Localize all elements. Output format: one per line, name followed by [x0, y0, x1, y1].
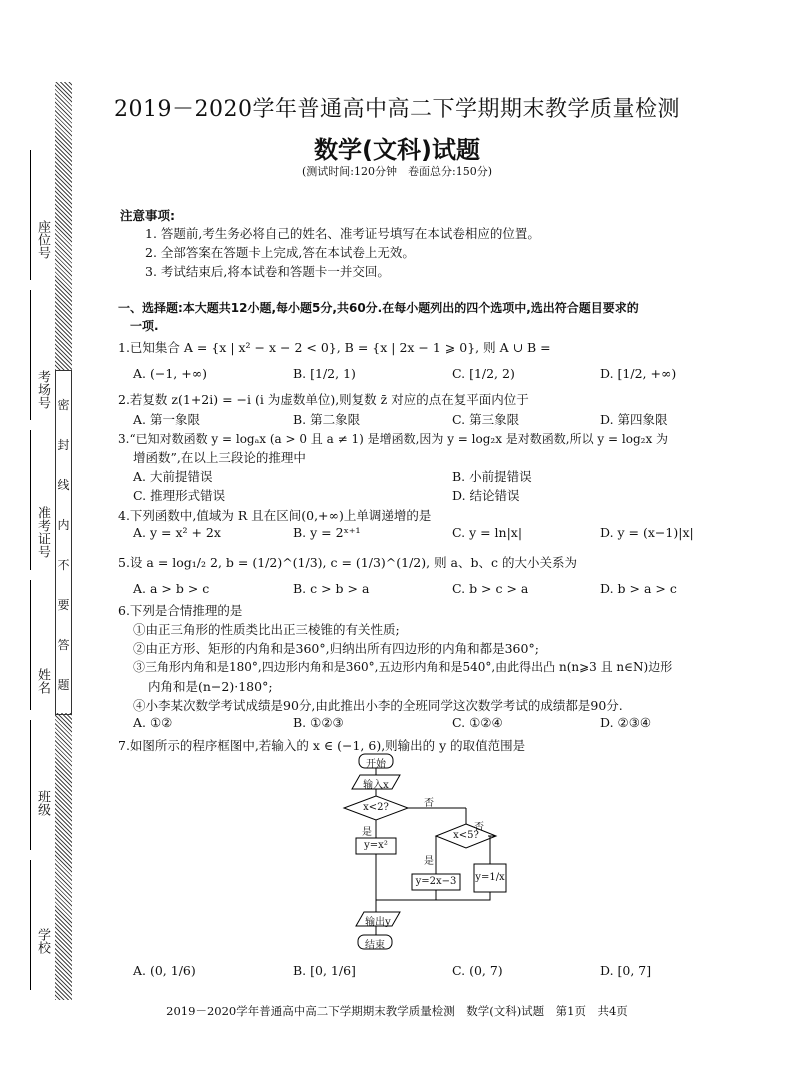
flow-output: 输出y [365, 917, 391, 928]
page-title: 2019－2020学年普通高中高二下学期期末教学质量检测 [114, 97, 680, 122]
question-4-stem: 4.下列函数中,值域为 R 且在区间(0,+∞)上单调递增的是 [118, 508, 432, 523]
flow-no-label-2: 否 [474, 822, 484, 833]
notice-item: 3. 考试结束后,将本试卷和答题卡一并交回。 [145, 264, 390, 279]
notice-item: 2. 全部答案在答题卡上完成,答在本试卷上无效。 [145, 245, 415, 260]
q5-option-d: D. b > a > c [600, 581, 677, 596]
side-field-name[interactable]: 姓名 [30, 580, 31, 710]
flow-box1: y=x² [364, 840, 388, 851]
q6-option-c: C. ①②④ [452, 715, 503, 730]
q2-option-b: B. 第二象限 [293, 412, 361, 427]
flow-box2: y=2x−3 [415, 876, 457, 887]
side-field-class[interactable]: 班级 [30, 720, 31, 850]
q6-statement: ④小李某次数学考试成绩是90分,由此推出小李的全班同学这次数学考试的成绩都是90分. [133, 698, 623, 713]
q6-statement: ①由正三角形的性质类比出正三棱锥的有关性质; [133, 622, 400, 637]
flow-start: 开始 [366, 759, 386, 770]
q4-option-c: C. y = ln|x| [452, 525, 523, 540]
q1-option-c: C. [1/2, 2) [452, 366, 515, 381]
flow-no-label: 否 [424, 798, 434, 809]
question-2-stem: 2.若复数 z(1+2i) = −i (i 为虚数单位),则复数 z̄ 对应的点在复平面内位于 [118, 392, 529, 407]
q7-option-d: D. [0, 7] [600, 963, 652, 978]
exam-info: (测试时间:120分钟 卷面总分:150分) [302, 165, 492, 178]
q4-option-a: A. y = x² + 2x [133, 525, 221, 540]
q1-option-a: A. (−1, +∞) [133, 366, 207, 381]
seal-text: 密 封 线 内 不 要 答 题 [57, 398, 70, 692]
flow-end: 结束 [365, 940, 385, 951]
side-field-school[interactable]: 学校 [30, 860, 31, 990]
q6-option-a: A. ①② [133, 715, 173, 730]
side-field-seat[interactable]: 座位号 [30, 150, 31, 280]
notice-heading: 注意事项: [120, 208, 175, 223]
flow-input: 输入x [363, 780, 389, 791]
notice-item: 1. 答题前,考生务必将自己的姓名、准考证号填写在本试卷相应的位置。 [145, 226, 540, 241]
flowchart [330, 752, 520, 957]
q3-option-b: B. 小前提错误 [452, 469, 532, 484]
question-3-stem-cont: 增函数”,在以上三段论的推理中 [133, 450, 306, 465]
question-5-stem: 5.设 a = log₁/₂ 2, b = (1/2)^(1/3), c = (1/3)^(1/2), 则 a、b、c 的大小关系为 [118, 555, 577, 570]
flow-cond1: x<2? [363, 802, 389, 813]
q7-option-c: C. (0, 7) [452, 963, 503, 978]
q6-statement-cont: 内角和是(n−2)·180°; [148, 679, 273, 694]
flow-yes-label-2: 是 [424, 856, 434, 867]
question-1-stem: 1.已知集合 A = {x | x² − x − 2 < 0}, B = {x | 2x − 1 ⩾ 0}, 则 A ∪ B = [118, 340, 551, 355]
question-7-stem: 7.如图所示的程序框图中,若输入的 x ∈ (−1, 6),则输出的 y 的取值范围是 [118, 738, 526, 753]
q6-statement: ②由正方形、矩形的内角和是360°,归纳出所有四边形的内角和都是360°; [133, 641, 539, 656]
q1-option-b: B. [1/2, 1) [293, 366, 356, 381]
side-field-exam-id[interactable]: 准考证号 [30, 430, 31, 570]
q2-option-c: C. 第三象限 [452, 412, 520, 427]
subject-title: 数学(文科)试题 [314, 136, 480, 164]
q5-option-c: C. b > c > a [452, 581, 529, 596]
flow-cond2: x<5? [453, 830, 479, 841]
q5-option-a: A. a > b > c [133, 581, 210, 596]
q4-option-b: B. y = 2ˣ⁺¹ [293, 525, 361, 540]
q5-option-b: B. c > b > a [293, 581, 370, 596]
q7-option-a: A. (0, 1/6) [133, 963, 196, 978]
flow-yes-label: 是 [362, 827, 372, 838]
question-3-stem: 3.“已知对数函数 y = logₐx (a > 0 且 a ≠ 1) 是增函数,因为 y = log₂x 是对数函数,所以 y = log₂x 为 [118, 432, 669, 446]
q6-option-d: D. ②③④ [600, 715, 652, 730]
section-heading-cont: 一项. [130, 319, 159, 333]
page-footer: 2019－2020学年普通高中高二下学期期末教学质量检测 数学(文科)试题 第1页 共4页 [166, 1004, 628, 1018]
q7-option-b: B. [0, 1/6] [293, 963, 356, 978]
q3-option-a: A. 大前提错误 [133, 469, 213, 484]
question-6-stem: 6.下列是合情推理的是 [118, 603, 243, 618]
binding-strip-bottom [55, 713, 72, 1000]
flow-box3: y=1/x [475, 872, 505, 883]
q4-option-d: D. y = (x−1)|x| [600, 525, 694, 540]
section-heading: 一、选择题:本大题共12小题,每小题5分,共60分.在每小题列出的四个选项中,选出符合题目要求的 [118, 301, 639, 315]
q6-statement: ③三角形内角和是180°,四边形内角和是360°,五边形内角和是540°,由此得出凸 n(n⩾3 且 n∈N)边形 [133, 660, 673, 674]
side-field-room[interactable]: 考场号 [30, 290, 31, 420]
binding-strip-top [55, 82, 72, 370]
q2-option-a: A. 第一象限 [133, 412, 200, 427]
q2-option-d: D. 第四象限 [600, 412, 668, 427]
q1-option-d: D. [1/2, +∞) [600, 366, 677, 381]
q6-option-b: B. ①②③ [293, 715, 344, 730]
q3-option-d: D. 结论错误 [452, 488, 520, 503]
q3-option-c: C. 推理形式错误 [133, 488, 226, 503]
